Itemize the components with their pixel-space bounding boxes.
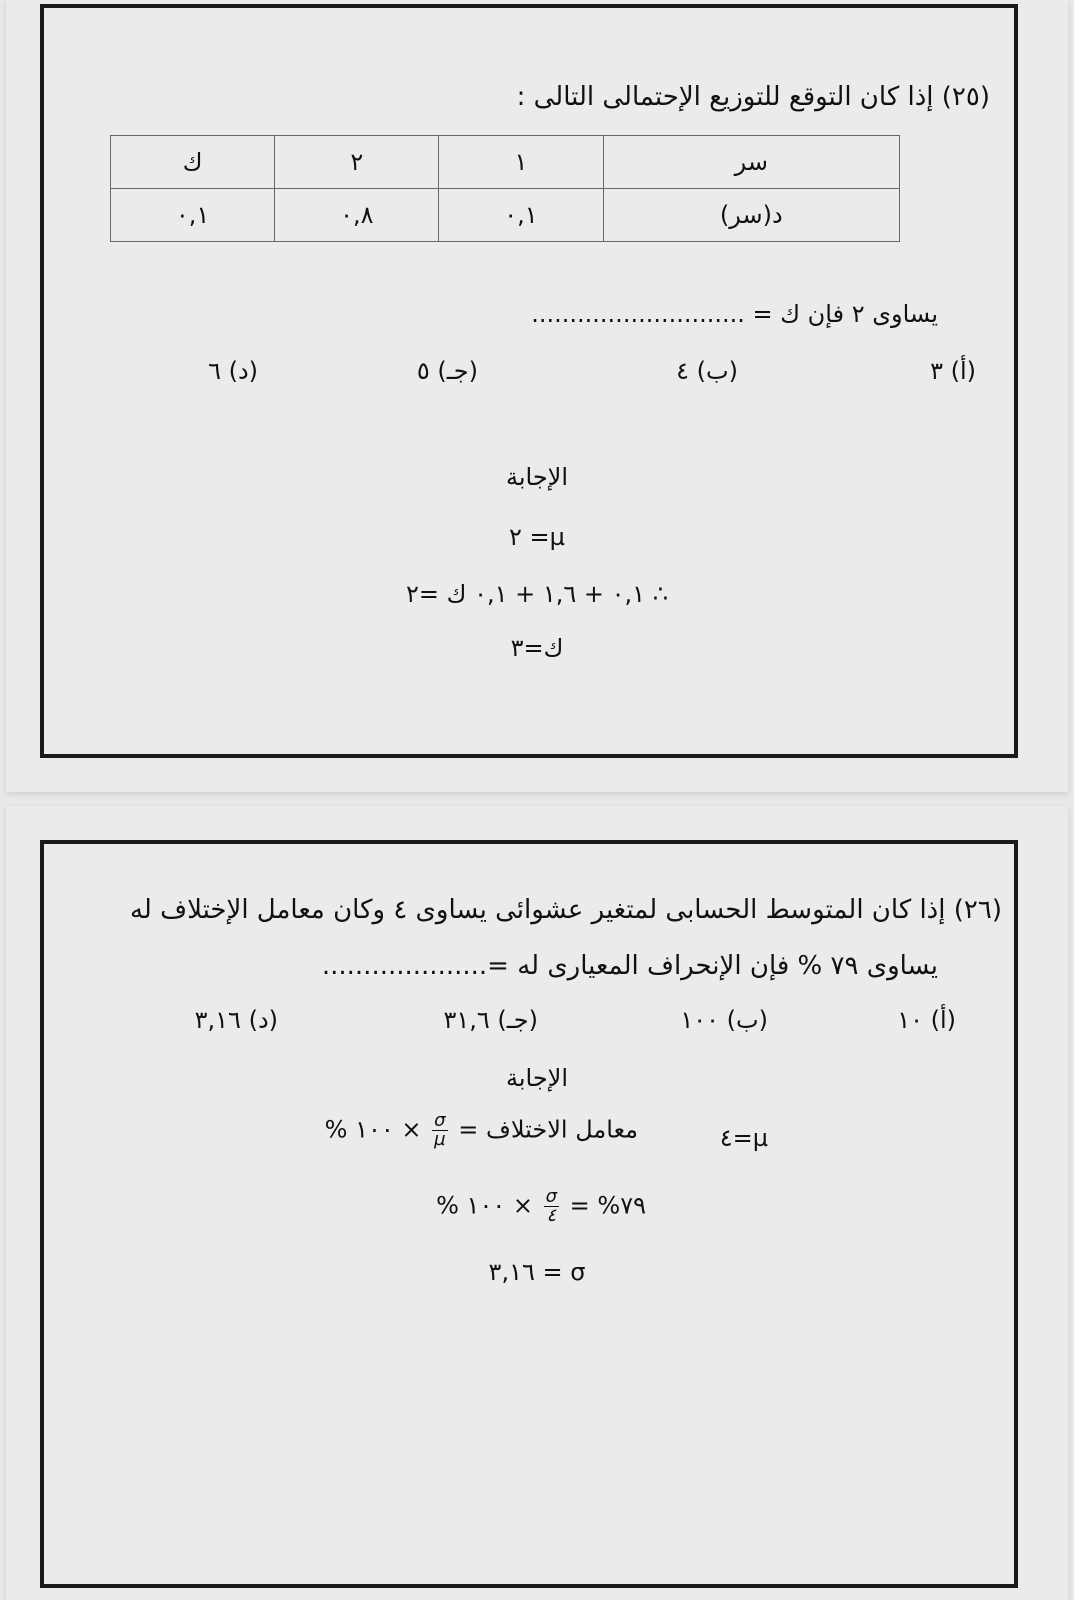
question-25-continuation: يساوى ٢ فإن ك = ............................ — [531, 300, 938, 328]
option-d: (د) ٦ — [208, 357, 258, 385]
table-row — [111, 136, 900, 189]
table-cell: سر — [603, 136, 899, 189]
table-row — [111, 189, 900, 242]
step-fraction — [544, 1188, 559, 1225]
step-lhs: ٧٩% = — [569, 1191, 646, 1220]
mean-value: µ=٤ — [719, 1124, 768, 1152]
solution-line-2: ∴ ٠,١ + ١,٦ + ٠,١ ك =٢ — [406, 580, 668, 608]
answer-heading: الإجابة — [505, 1064, 569, 1092]
table-cell: ٠,٨ — [275, 189, 439, 242]
solution-line-1: µ= ٢ — [509, 523, 565, 551]
table-cell: ٢ — [275, 136, 439, 189]
fraction-denominator: µ — [434, 1129, 446, 1150]
coefficient-formula — [325, 1112, 638, 1149]
step-rhs: × ١٠٠ % — [436, 1191, 533, 1220]
question-26-line-1: (٢٦) إذا كان المتوسط الحسابى لمتغير عشوائى يساوى ٤ وكان معامل الإختلاف له — [129, 895, 1002, 925]
fraction-denominator: ٤ — [546, 1205, 557, 1226]
answer-heading: الإجابة — [505, 463, 569, 491]
table-cell: د(سر) — [603, 189, 899, 242]
fraction-numerator: σ — [545, 1186, 558, 1207]
slide-question-25 — [6, 0, 1068, 792]
option-c: (جـ) ٥ — [416, 357, 478, 385]
option-a: (أ) ٣ — [930, 357, 976, 385]
option-b: (ب) ٤ — [676, 357, 738, 385]
table-cell: ٠,١ — [439, 189, 603, 242]
formula-lhs: معامل الاختلاف = — [458, 1115, 638, 1144]
formula-fraction — [432, 1112, 447, 1149]
table-cell: ٠,١ — [111, 189, 275, 242]
formula-rhs: × ١٠٠ % — [324, 1115, 422, 1144]
question-26-line-2: يساوى ٧٩ % فإن الإنحراف المعيارى له =.................... — [321, 951, 938, 981]
option-c: (جـ) ٣١,٦ — [443, 1006, 538, 1034]
solution-line-3: ك=٣ — [510, 634, 564, 662]
slide-question-26 — [6, 806, 1068, 1600]
table-cell: ك — [111, 136, 275, 189]
result-line: σ = ٣,١٦ — [488, 1258, 586, 1286]
substitution-step — [436, 1188, 646, 1225]
question-25-text: (٢٥) إذا كان التوقع للتوزيع الإحتمالى التالى : — [516, 82, 990, 112]
table-cell: ١ — [439, 136, 603, 189]
option-d: (د) ٣,١٦ — [194, 1006, 278, 1034]
fraction-numerator: σ — [432, 1112, 447, 1131]
probability-distribution-table — [110, 135, 900, 242]
option-a: (أ) ١٠ — [897, 1006, 956, 1034]
option-b: (ب) ١٠٠ — [680, 1006, 768, 1034]
